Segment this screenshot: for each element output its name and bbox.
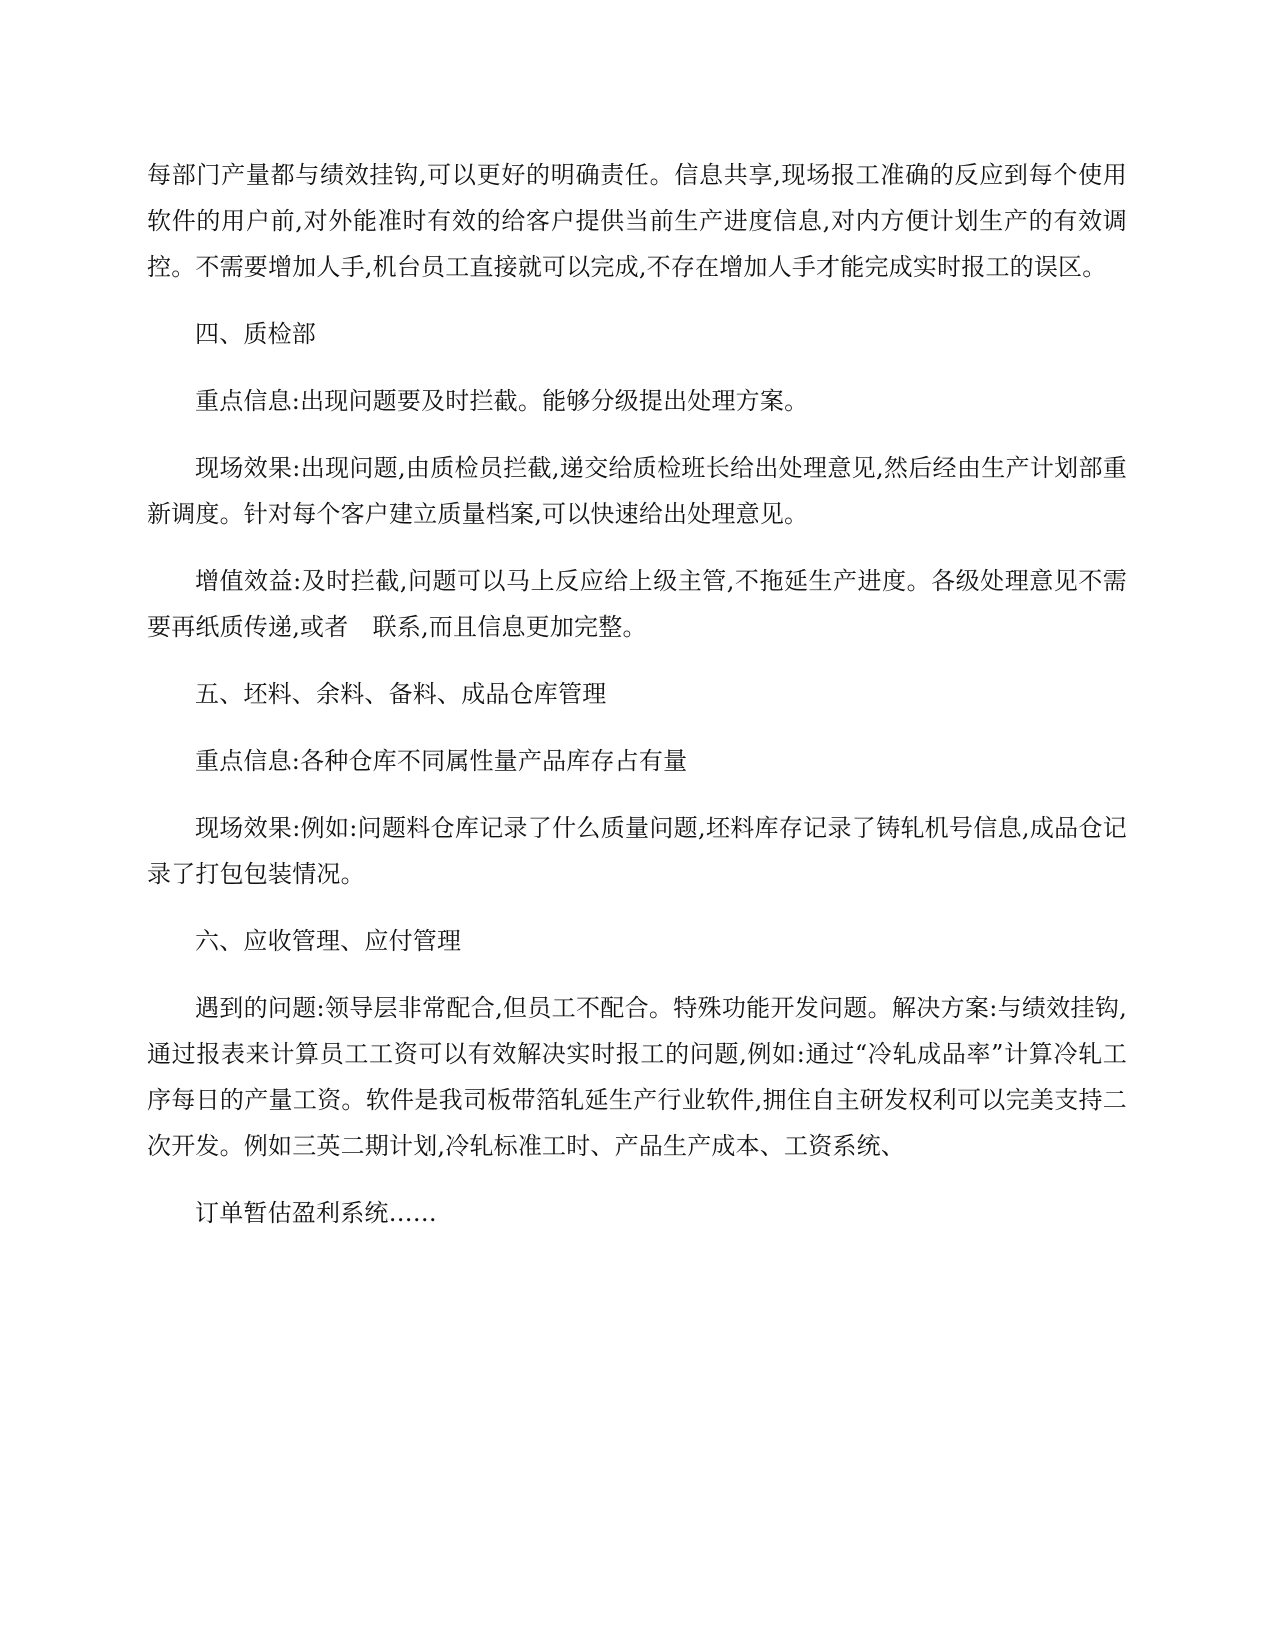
section-heading-receivable-payable: 六、应收管理、应付管理 <box>195 927 462 955</box>
paragraph-site-effect-warehouse: 现场效果:例如:问题料仓库记录了什么质量问题,坯料库存记录了铸轧机号信息,成品仓记录了打包包装情况。 <box>147 814 1127 888</box>
paragraph-key-information-quality: 重点信息:出现问题要及时拦截。能够分级提出处理方案。 <box>195 387 809 415</box>
document-body <box>147 152 1127 1236</box>
section-heading-warehouse-management: 五、坯料、余料、备料、成品仓库管理 <box>195 680 607 708</box>
paragraph-order-profit-system: 订单暂估盈利系统…… <box>195 1199 437 1227</box>
paragraph-problems-solutions: 遇到的问题:领导层非常配合,但员工不配合。特殊功能开发问题。解决方案:与绩效挂钩,通过报表来计算员工工资可以有效解决实时报工的问题,例如:通过“冷轧成品率”计算冷轧工序每日的产量工资。软件是我司板带箔轧延生产行业软件,拥住自主研发权利可以完美支持二次开发。例如三英二期计划,冷轧标准工时、产品生产成本、工资系统、 <box>147 994 1127 1160</box>
section-heading-quality-inspection: 四、质检部 <box>195 320 316 348</box>
paragraph-site-effect-quality: 现场效果:出现问题,由质检员拦截,递交给质检班长给出处理意见,然后经由生产计划部重新调度。针对每个客户建立质量档案,可以快速给出处理意见。 <box>147 454 1127 528</box>
paragraph-production-performance: 每部门产量都与绩效挂钩,可以更好的明确责任。信息共享,现场报工准确的反应到每个使用软件的用户前,对外能准时有效的给客户提供当前生产进度信息,对内方便计划生产的有效调控。不需要增加人手,机台员工直接就可以完成,不存在增加人手才能完成实时报工的误区。 <box>147 161 1127 281</box>
paragraph-value-benefit-quality: 增值效益:及时拦截,问题可以马上反应给上级主管,不拖延生产进度。各级处理意见不需要再纸质传递,或者 联系,而且信息更加完整。 <box>147 567 1127 641</box>
paragraph-key-information-warehouse: 重点信息:各种仓库不同属性量产品库存占有量 <box>195 747 688 775</box>
